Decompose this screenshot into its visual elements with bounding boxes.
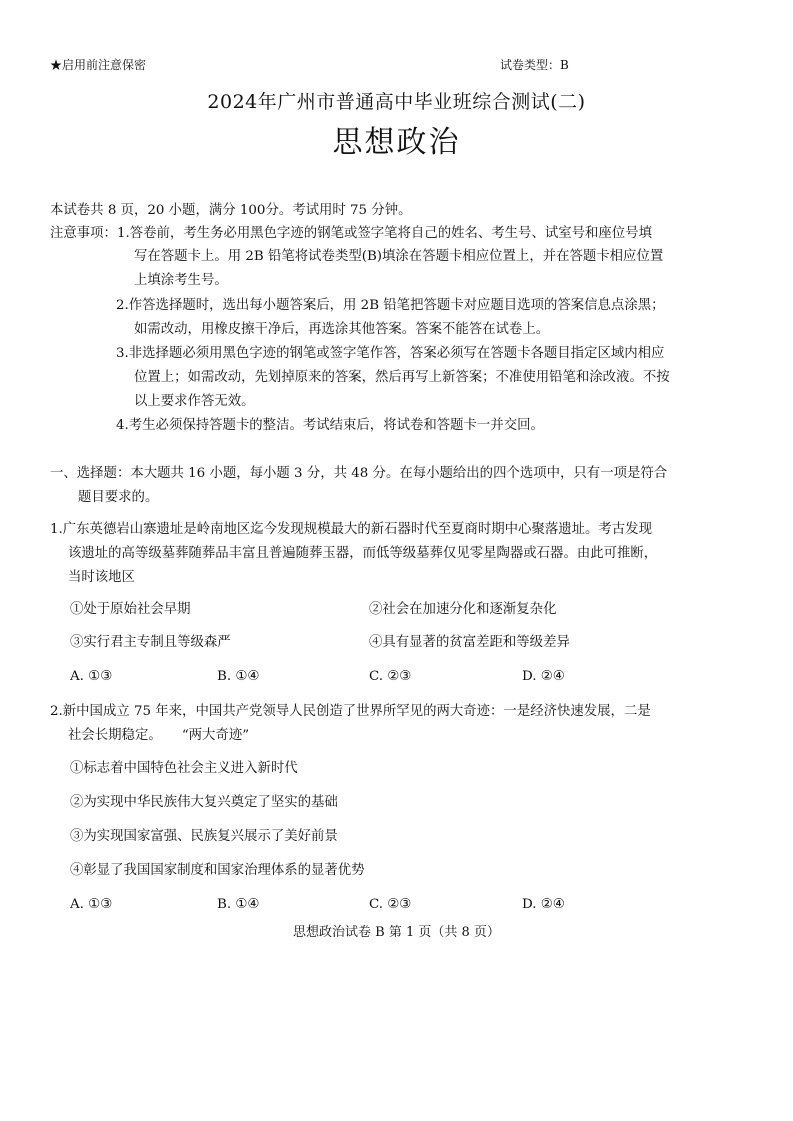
note-line: 3.非选择题必须用黑色字迹的钢笔或签字笔作答，答案必须写在答题卡各题目指定区域内相应: [116, 346, 665, 361]
option-b: B. ①④: [217, 897, 260, 912]
statement-4: ④具有显著的贫富差距和等级差异: [369, 635, 570, 650]
page-footer: 思想政治试卷 B 第 1 页（共 8 页）: [293, 925, 500, 940]
statement-2: ②为实现中华民族伟大复兴奠定了坚实的基础: [70, 795, 338, 810]
statement-3: ③为实现国家富强、民族复兴展示了美好前景: [70, 829, 338, 844]
note-line: 如需改动，用橡皮擦干净后，再选涂其他答案。答案不能答在试卷上。: [134, 322, 550, 337]
note-line: 位置上；如需改动，先划掉原来的答案，然后再写上新答案；不准使用铅笔和涂改液。不按: [134, 370, 670, 385]
note-line: 以上要求作答无效。: [134, 394, 255, 409]
option-c: C. ②③: [369, 669, 412, 684]
note-line: 4.考生必须保持答题卡的整洁。考试结束后，将试卷和答题卡一并交回。: [116, 418, 544, 433]
question-stem: 当时该地区: [68, 570, 135, 585]
option-a: A. ①③: [70, 669, 113, 684]
option-c: C. ②③: [369, 897, 412, 912]
section-heading: 一、选择题：本大题共 16 小题，每小题 3 分，共 48 分。在每小题给出的四个选项中，只有一项是符合: [50, 466, 668, 481]
note-line: 上填涂考生号。: [134, 273, 228, 288]
exam-title: 2024年广州市普通高中毕业班综合测试(二): [207, 91, 586, 113]
note-line: 2.作答选择题时，选出每小题答案后，用 2B 铅笔把答题卡对应题目选项的答案信息点涂黑；: [116, 298, 665, 313]
intro-text: 本试卷共 8 页，20 小题，满分 100分。考试用时 75 分钟。: [50, 203, 412, 218]
statement-4: ④彰显了我国国家制度和国家治理体系的显著优势: [70, 863, 365, 878]
option-b: B. ①④: [217, 669, 260, 684]
note-line: 写在答题卡上。用 2B 铅笔将试卷类型(B)填涂在答题卡相应位置上，并在答题卡相应位置: [134, 249, 664, 264]
question-stem: 2.新中国成立 75 年来，中国共产党领导人民创造了世界所罕见的两大奇迹：一是经济快速发展，二是: [50, 704, 651, 719]
question-stem: 1.广东英德岩山寨遗址是岭南地区迄今发现规模最大的新石器时代至夏商时期中心聚落遗址。考古发现: [50, 522, 652, 537]
question-stem: 该遗址的高等级墓葬随葬品丰富且普遍随葬玉器，而低等级墓葬仅见零星陶器或石器。由此可推断，: [68, 546, 658, 561]
paper-type: 试卷类型：B: [500, 58, 569, 72]
section-heading-cont: 题目要求的。: [78, 490, 159, 505]
statement-2: ②社会在加速分化和逐渐复杂化: [369, 602, 557, 617]
statement-1: ①处于原始社会早期: [70, 602, 191, 617]
note-line: 注意事项：1.答卷前，考生务必用黑色字迹的钢笔或签字笔将自己的姓名、考生号、试室号和座位号填: [50, 226, 652, 241]
question-stem: 社会长期稳定。 “两大奇迹”: [68, 728, 250, 743]
statement-1: ①标志着中国特色社会主义进入新时代: [70, 761, 298, 776]
confidential-mark: ★启用前注意保密: [50, 58, 147, 72]
option-d: D. ②④: [522, 669, 565, 684]
option-a: A. ①③: [70, 897, 113, 912]
option-d: D. ②④: [522, 897, 565, 912]
statement-3: ③实行君主专制且等级森严: [70, 635, 231, 650]
subject-title: 思想政治: [332, 125, 461, 160]
